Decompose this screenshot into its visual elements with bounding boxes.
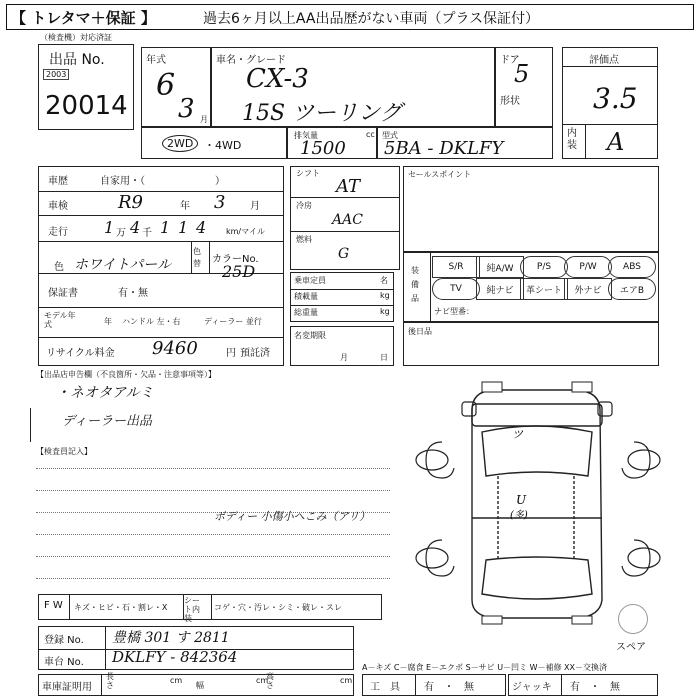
header-note: （検査機）対応済証 xyxy=(40,33,112,42)
mileage-unit: km/マイル xyxy=(226,227,265,236)
color-value: ホワイトパール xyxy=(74,257,172,273)
recycle-unit: 円 xyxy=(226,348,236,359)
spare-label: スペア xyxy=(616,642,646,653)
cert-cm2: cm xyxy=(256,676,269,685)
car-grade-value: 15S ツーリング xyxy=(242,101,402,126)
color-code: 25D xyxy=(222,262,256,281)
mileage-d5: 4 xyxy=(196,218,207,237)
warranty-label: 保証書 xyxy=(48,288,78,299)
car-name-label: 車名・グレード xyxy=(216,55,286,66)
wheels xyxy=(416,442,660,576)
model-month-value: 3 xyxy=(178,94,195,124)
equip-airbag: エアB xyxy=(608,278,656,300)
chassis-value: DKLFY - 842364 xyxy=(112,648,238,666)
model-code-value: 5BA - DKLFY xyxy=(384,138,504,159)
equip-ext-navi: 外ナビ xyxy=(564,278,612,300)
banner-right: 過去6ヶ月以上AA出品歴がない車両（プラス保証付） xyxy=(203,11,540,27)
cert-cm1: cm xyxy=(170,676,183,685)
car-name-box xyxy=(211,47,495,127)
mileage-d3: 1 xyxy=(160,218,171,237)
model-year-box xyxy=(141,47,211,127)
mileage-sen: 4 xyxy=(130,218,141,237)
displacement-unit: cc xyxy=(366,130,375,139)
shift-label: シフト xyxy=(296,169,320,178)
equip-alloy: 純A/W xyxy=(476,256,524,278)
shaken-month: 3 xyxy=(214,192,226,213)
model-year-label: 年式 xyxy=(146,55,166,66)
history-label: 車歴 xyxy=(48,176,68,187)
model-row-model: モデル年式 xyxy=(44,311,76,329)
fw-items: キズ・ヒビ・石・割レ・X xyxy=(74,603,168,612)
equip-sr: S/R xyxy=(432,256,480,278)
tools-label: 工 具 xyxy=(370,682,400,693)
later-items-label: 後日品 xyxy=(408,327,432,336)
aircon-label: 冷房 xyxy=(296,201,312,210)
rating-label: 評価点 xyxy=(589,55,619,66)
equip-navi: 純ナビ xyxy=(476,278,524,300)
equipment-label: 装備品 xyxy=(411,266,419,303)
jack-values: 有 ・ 無 xyxy=(570,682,620,693)
total-label: 総重量 xyxy=(294,308,318,317)
notes-label: 【出品店申告欄（不良箇所・欠品・注意事項等）】 xyxy=(36,370,216,379)
drive-4wd: ・4WD xyxy=(204,139,242,152)
doors-box xyxy=(495,47,553,127)
equip-ps: P/S xyxy=(520,256,568,278)
load-unit: kg xyxy=(380,291,390,300)
aircon-value: AAC xyxy=(332,212,363,228)
recycle-label: リサイクル料金 xyxy=(46,348,115,359)
fw-label: F W xyxy=(44,600,63,611)
inspector-label: 【検査員記入】 xyxy=(36,447,92,456)
seat-label: シート内装 xyxy=(184,596,200,623)
lot-label: 出品 No. xyxy=(49,52,105,68)
lot-number: 20014 xyxy=(45,91,128,121)
car-diagram xyxy=(402,380,672,625)
mileage-d4: 1 xyxy=(178,218,189,237)
car-body-outline xyxy=(472,390,602,618)
color-label: 色 xyxy=(54,262,64,273)
displacement-value: 1500 xyxy=(300,138,346,159)
recycle-status: 預託済 xyxy=(240,348,270,359)
shift-value: AT xyxy=(336,176,361,197)
seat-items: コゲ・穴・汚レ・シミ・破レ・スレ xyxy=(214,603,342,612)
cert-length: 長さ xyxy=(106,672,114,690)
displacement-label: 排気量 xyxy=(294,131,318,140)
model-month-suffix: 月 xyxy=(200,115,208,124)
model-row-year: 年 xyxy=(104,317,112,326)
mileage-man-label: 万 xyxy=(116,228,126,239)
riders-unit: 名 xyxy=(380,276,388,285)
sales-point-label: セールスポイント xyxy=(408,170,472,179)
interior-label: 内装 xyxy=(567,128,577,151)
mileage-label: 走行 xyxy=(48,227,68,238)
shaken-month-label: 月 xyxy=(250,201,260,212)
tools-values: 有 ・ 無 xyxy=(424,682,474,693)
diagram-top-note: ツ xyxy=(512,428,523,441)
model-code-box xyxy=(377,127,553,159)
diagram-center-sub: (多) xyxy=(510,510,528,521)
shaken-label: 車検 xyxy=(48,201,68,212)
drive-2wd: 2WD xyxy=(162,135,198,152)
mileage-man: 1 xyxy=(104,218,115,237)
inspector-comment: ボディー 小傷小へこみ（アリ） xyxy=(214,510,371,523)
drive-box xyxy=(141,127,287,159)
legend-text: A－キズ C－腐食 E－エクボ S－サビ U－凹ミ W－補修 XX－交換済 xyxy=(362,663,608,672)
notes-line1: ・ネオタアルミ xyxy=(56,385,154,401)
warranty-options: 有・無 xyxy=(118,288,148,299)
model-code-label: 型式 xyxy=(382,131,398,140)
registration-value: 豊橋 301 す 2811 xyxy=(112,630,230,646)
notes-line2: ディーラー出品 xyxy=(62,414,152,429)
car-name-value: CX-3 xyxy=(246,64,309,94)
name-change-day: 日 xyxy=(380,353,388,362)
fuel-value: G xyxy=(338,246,350,262)
banner-left: 【 トレタマ＋保証 】 xyxy=(11,9,156,27)
doors-value: 5 xyxy=(514,60,530,88)
rating-score: 3.5 xyxy=(593,82,638,115)
later-items-box xyxy=(403,322,659,366)
equip-tv: TV xyxy=(432,278,480,300)
riders-label: 乗車定員 xyxy=(294,276,326,285)
model-row-dealer: ディーラー 並行 xyxy=(204,317,262,326)
total-unit: kg xyxy=(380,307,390,316)
spare-tire-icon xyxy=(618,604,648,634)
name-change-month: 月 xyxy=(340,353,348,362)
navi-model-label: ナビ型番： xyxy=(434,307,474,316)
recycle-value: 9460 xyxy=(152,338,198,359)
cert-cm3: cm xyxy=(340,676,353,685)
color-code-label: カラーNo. xyxy=(212,254,259,265)
model-year-value: 6 xyxy=(156,68,176,103)
doors-label: ドア xyxy=(500,55,520,66)
jack-label: ジャッキ xyxy=(512,682,552,693)
fuel-label: 燃料 xyxy=(296,235,312,244)
cert-height: 高さ xyxy=(266,672,274,690)
shape-label: 形状 xyxy=(500,96,520,107)
equip-abs: ABS xyxy=(608,256,656,278)
shaken-year-label: 年 xyxy=(180,201,190,212)
rating-box xyxy=(562,47,658,159)
name-change-label: 名変期限 xyxy=(294,331,326,340)
shaken-era: R9 xyxy=(118,192,144,213)
model-row-handle: ハンドル 左・右 xyxy=(122,317,181,326)
mileage-sen-label: 千 xyxy=(142,228,152,239)
lot-year-tag: 2003 xyxy=(43,69,69,80)
header-banner xyxy=(6,4,694,30)
lot-box xyxy=(38,44,134,130)
diagram-center-note: U xyxy=(516,493,527,507)
load-label: 積載量 xyxy=(294,292,318,301)
equip-pw: P/W xyxy=(564,256,612,278)
equip-leather: 革シート xyxy=(520,278,568,300)
registration-label: 登録 No. xyxy=(44,635,84,646)
displacement-box xyxy=(287,127,377,159)
color-change-label: 色替 xyxy=(193,247,201,268)
history-options: 自家用・（ ） xyxy=(100,176,225,187)
interior-value: A xyxy=(607,128,625,156)
cert-label: 車庫証明用 xyxy=(42,682,92,693)
cert-width: 幅 xyxy=(196,681,204,690)
chassis-label: 車台 No. xyxy=(44,657,84,668)
